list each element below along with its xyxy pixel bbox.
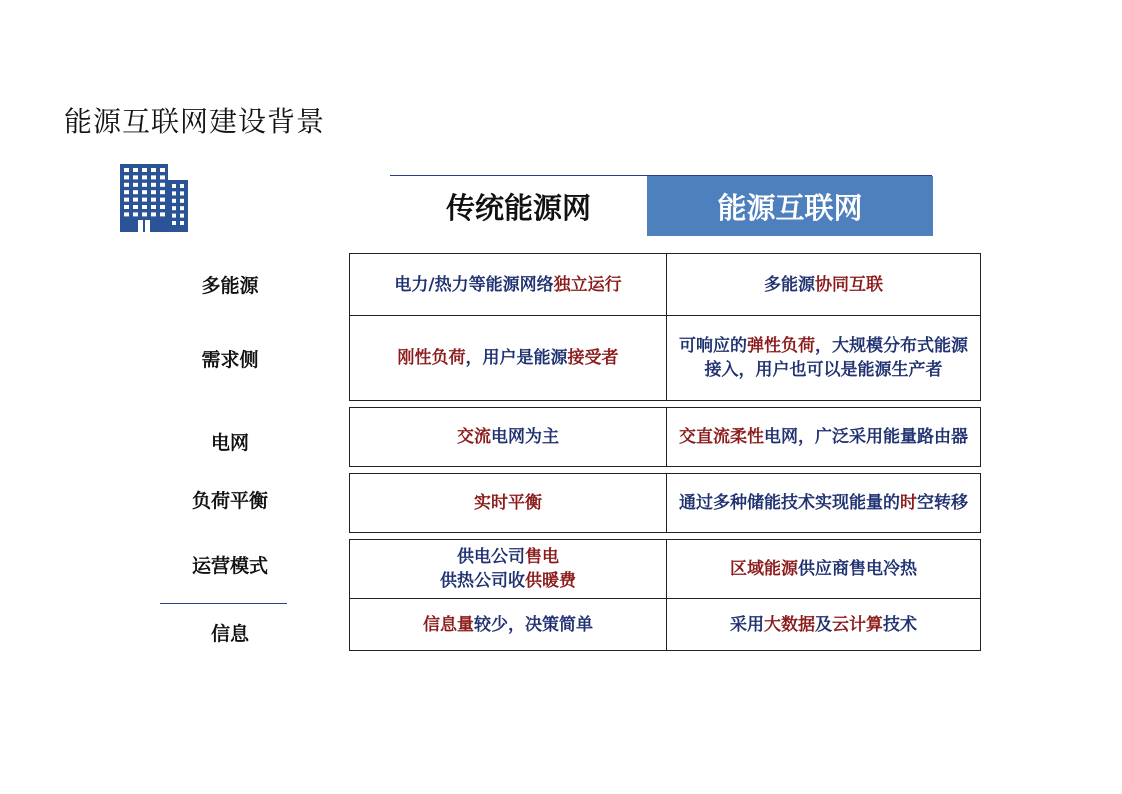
building-icon (118, 162, 190, 234)
cell-text (394, 273, 621, 297)
cell-traditional (350, 540, 667, 598)
text-segment: 采用 (730, 614, 764, 635)
cell-text (398, 346, 619, 370)
text-segment: 电力/热力等能源网络 (394, 274, 554, 295)
table-row (350, 598, 980, 650)
cell-text (679, 491, 968, 515)
cell-internet (667, 408, 980, 466)
header-traditional: 传统能源网 (445, 190, 591, 225)
cell-text (440, 545, 576, 593)
table-row (350, 540, 980, 598)
cell-traditional (350, 408, 667, 466)
comparison-block-4 (349, 539, 981, 651)
text-segment: 信息量 (423, 614, 474, 635)
table-row (350, 474, 980, 532)
text-segment: 交直流柔性 (679, 427, 764, 447)
text-segment: 协同互联 (815, 274, 883, 295)
row-label-grid: 电网 (210, 431, 249, 454)
text-segment: 较少，决策简单 (474, 614, 593, 635)
cell-internet (667, 474, 980, 532)
cell-text (457, 425, 559, 449)
text-segment: 交流 (457, 427, 491, 447)
text-segment: 技术 (883, 614, 917, 635)
cell-text (764, 273, 883, 297)
text-segment: 电网，广泛采用能量路由器 (764, 427, 968, 447)
text-segment: 实时平衡 (474, 493, 542, 513)
cell-text (677, 334, 970, 382)
row-label-operation-mode: 运营模式 (191, 554, 268, 577)
text-segment: 弹性负荷 (747, 336, 815, 356)
cell-text (474, 491, 542, 515)
row-label-load-balance: 负荷平衡 (191, 489, 268, 512)
table-row (350, 408, 980, 466)
comparison-block-3 (349, 473, 981, 533)
row-label-demand-side: 需求侧 (201, 348, 259, 371)
cell-traditional (350, 474, 667, 532)
comparison-block-2 (349, 407, 981, 467)
cell-text (679, 425, 968, 449)
text-segment: 供电公司 (457, 547, 525, 567)
text-segment: 多能源 (764, 274, 815, 295)
text-segment: 时 (900, 493, 917, 513)
text-segment: 大数据 (764, 614, 815, 635)
text-segment: 行 (604, 274, 622, 295)
text-segment: 云计算 (832, 614, 883, 635)
row-label-multi-energy: 多能源 (201, 274, 259, 297)
text-segment: 售电 (525, 547, 559, 567)
cell-text (423, 613, 593, 637)
table-row (350, 254, 980, 315)
cell-traditional (350, 599, 667, 650)
cell-text (730, 557, 917, 581)
cell-text (730, 613, 917, 637)
cell-internet (667, 599, 980, 650)
text-segment: 电网为主 (491, 427, 559, 447)
text-segment: ，用户是能源 (465, 348, 568, 368)
text-segment: 通过多种储能技术实现能量的 (679, 493, 900, 513)
text-segment: 供应商售电冷热 (798, 559, 917, 579)
table-row (350, 315, 980, 400)
page-title: 能源互联网建设背景 (64, 105, 326, 138)
text-segment: 可响应的 (679, 336, 747, 356)
text-segment: 及 (815, 614, 832, 635)
cell-internet (667, 316, 980, 400)
text-segment: 供热公司收 (440, 571, 525, 591)
row-label-information: 信息 (210, 622, 249, 645)
comparison-block-1 (349, 253, 981, 401)
header-energy-internet: 能源互联网 (647, 176, 933, 236)
left-separator (160, 603, 287, 604)
text-segment: 区域能源 (730, 559, 798, 579)
text-segment: ，大规模分布式能源接入，用户也可以是能源生产者 (704, 336, 968, 380)
text-segment: 独立运 (553, 274, 605, 295)
cell-traditional (350, 316, 667, 400)
cell-internet (667, 254, 980, 315)
text-segment: 供暖费 (525, 571, 576, 591)
text-segment: 接受者 (567, 348, 619, 368)
cell-traditional (350, 254, 667, 315)
text-segment: 空转移 (917, 493, 968, 513)
cell-internet (667, 540, 980, 598)
text-segment: 刚性负荷 (397, 348, 466, 368)
